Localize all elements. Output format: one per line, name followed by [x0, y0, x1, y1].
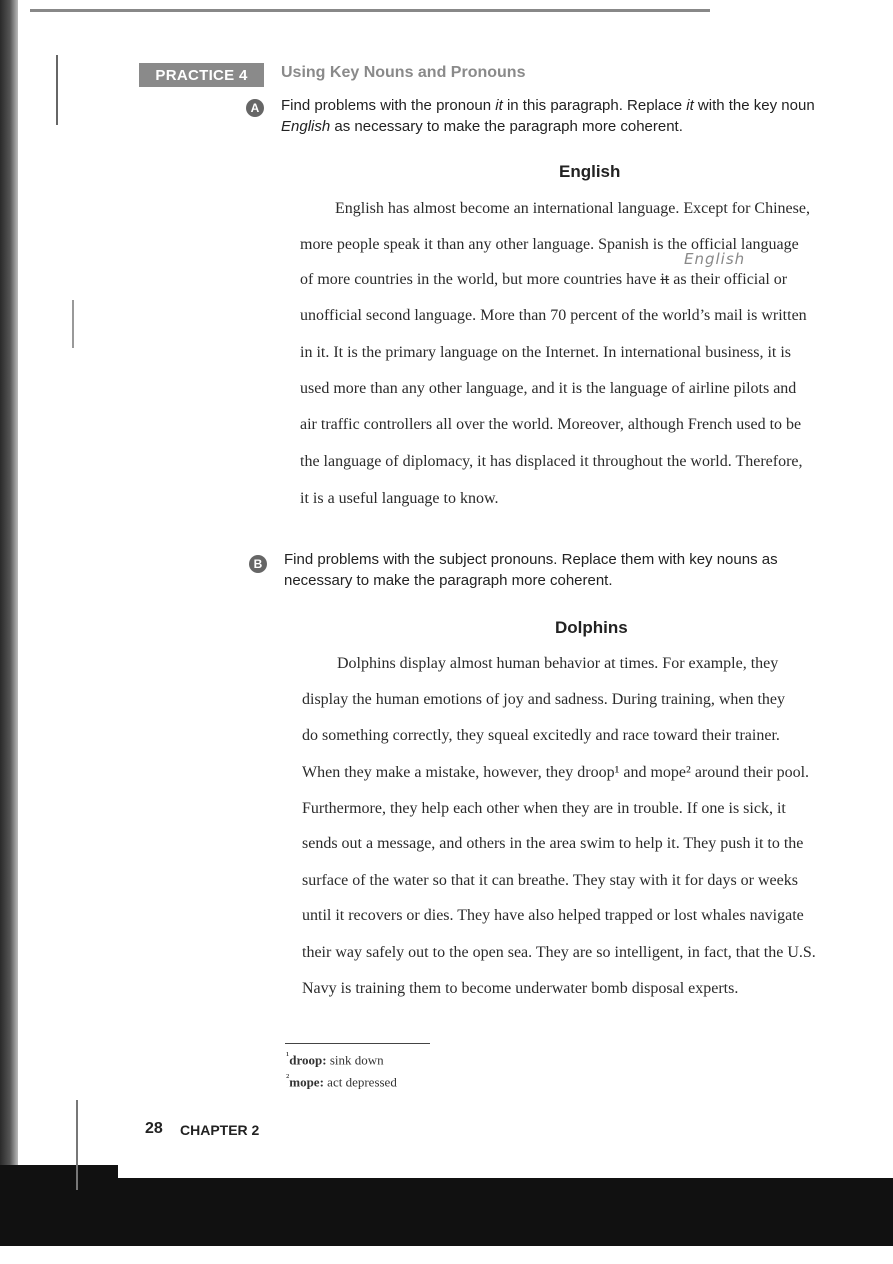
- paragraph-line: of more countries in the world, but more countries have it as their official or: [300, 271, 788, 288]
- section-b-instruction: Find problems with the subject pronouns. Replace them with key nouns as necessary to make the paragraph more coherent.: [284, 551, 778, 589]
- english-heading: English: [559, 162, 621, 181]
- practice-title: Using Key Nouns and Pronouns: [281, 64, 526, 81]
- section-a-instruction: Find problems with the pronoun it in this paragraph. Replace it with the key noun English as necessary to make the paragraph more coherent.: [281, 97, 815, 135]
- chapter-label: CHAPTER 2: [180, 1122, 260, 1138]
- paragraph-line: Navy is training them to become underwater bomb disposal experts.: [302, 980, 739, 997]
- scan-edge-top: [30, 9, 710, 12]
- section-b-marker: B: [249, 555, 267, 573]
- dolphins-heading: Dolphins: [555, 618, 628, 637]
- paragraph-line: more people speak it than any other language. Spanish is the official language: [300, 236, 799, 253]
- paragraph-line: sends out a message, and others in the area swim to help it. They push it to the: [302, 835, 804, 852]
- practice-tab: PRACTICE 4: [139, 63, 264, 87]
- paragraph-line: English has almost become an international language. Except for Chinese,: [335, 200, 810, 217]
- paragraph-line: display the human emotions of joy and sadness. During training, when they: [302, 691, 786, 708]
- page-number: 28: [145, 1120, 163, 1137]
- scan-edge-mark: [72, 300, 74, 348]
- section-a-marker: A: [246, 99, 264, 117]
- paragraph-line: the language of diplomacy, it has displaced it throughout the world. Therefore,: [300, 453, 803, 470]
- footnote: $^{^1}$droop: sink down: [286, 1050, 384, 1068]
- paragraph-line: in it. It is the primary language on the Internet. In international business, it is: [300, 344, 791, 361]
- struck-word: it: [660, 271, 670, 288]
- footnote-rule: [285, 1043, 430, 1044]
- paragraph-line: their way safely out to the open sea. They are so intelligent, in fact, that the U.S.: [302, 944, 816, 961]
- footnote: $^{^2}$mope: act depressed: [286, 1072, 397, 1090]
- paragraph-line: used more than any other language, and it is the language of airline pilots and: [300, 380, 797, 397]
- scan-edge-mark: [56, 55, 58, 125]
- scan-edge-mark: [76, 1100, 78, 1190]
- paragraph-line: surface of the water so that it can breathe. They stay with it for days or weeks: [302, 872, 798, 889]
- paragraph-line: unofficial second language. More than 70 percent of the world’s mail is written: [300, 307, 807, 324]
- paragraph-line: air traffic controllers all over the world. Moreover, although French used to be: [300, 416, 802, 433]
- scan-shadow-left: [0, 0, 18, 1180]
- paragraph-line: When they make a mistake, however, they droop¹ and mope² around their pool.: [302, 764, 810, 781]
- paragraph-line: Furthermore, they help each other when they are in trouble. If one is sick, it: [302, 800, 786, 817]
- paragraph-line: until it recovers or dies. They have also helped trapped or lost whales navigate: [302, 907, 804, 924]
- paragraph-line: Dolphins display almost human behavior at times. For example, they: [337, 655, 779, 672]
- scan-shadow-bottom: [0, 1178, 893, 1246]
- paragraph-line: it is a useful language to know.: [300, 490, 499, 507]
- paragraph-line: do something correctly, they squeal excitedly and race toward their trainer.: [302, 727, 780, 744]
- handwritten-note: English: [684, 250, 746, 268]
